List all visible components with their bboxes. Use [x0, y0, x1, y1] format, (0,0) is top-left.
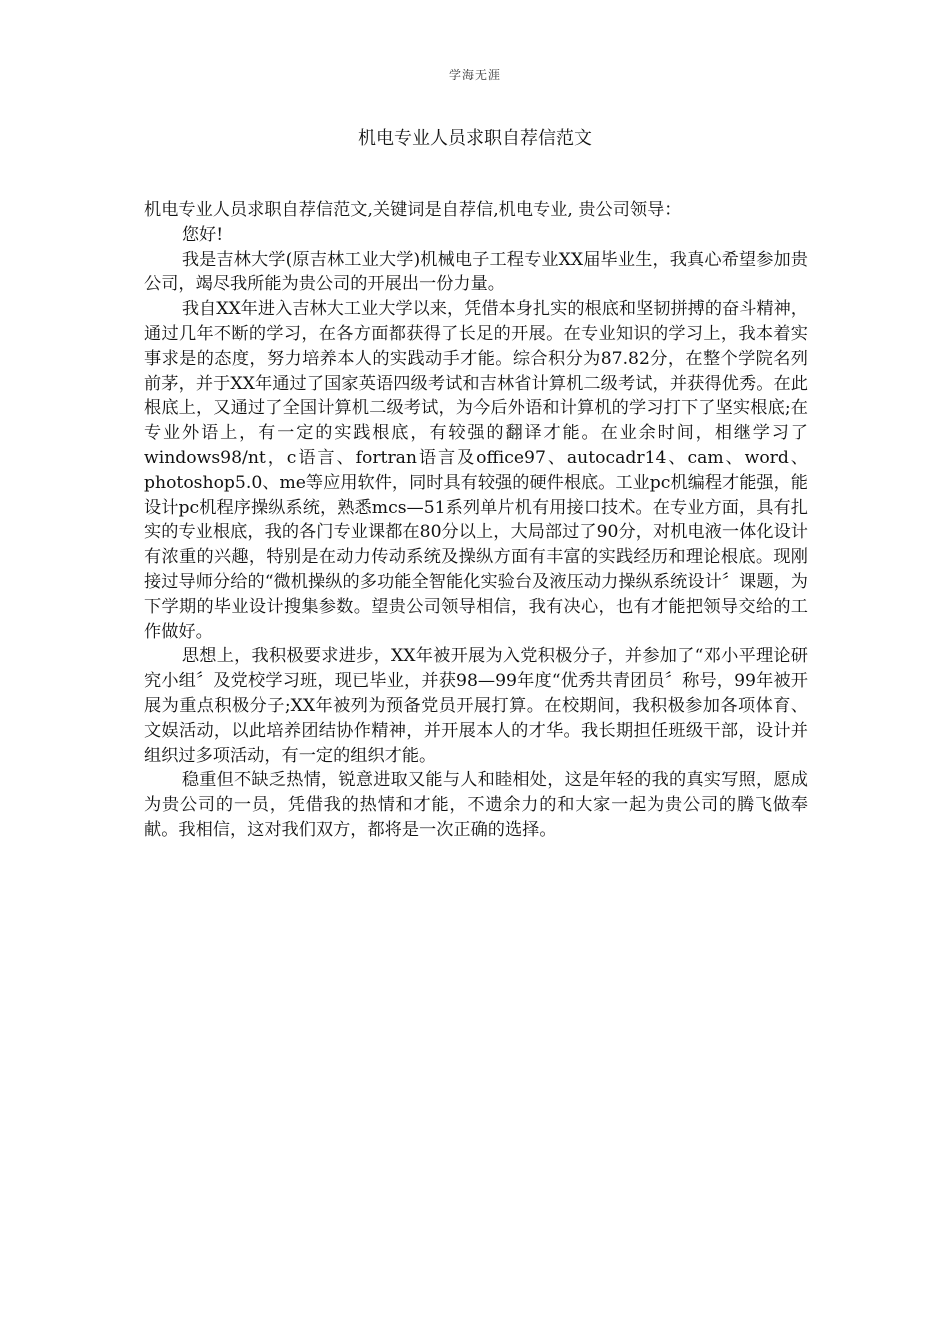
greeting: 您好!: [181, 224, 224, 245]
document-title: 机电专业人员求职自荐信范文: [358, 128, 592, 149]
page-header: 学海无涯: [448, 68, 501, 82]
document-body: [144, 198, 808, 843]
paragraph-introduction: 我是吉林大学(原吉林工业大学)机械电子工程专业XX届毕业生，我真心希望参加贵公司，竭尽我所能为贵公司的开展出一份力量。: [144, 249, 808, 295]
paragraph-ideology: 思想上，我积极要求进步，XX年被开展为入党积极分子，并参加了“邓小平理论研究小组〞及党校学习班，现已毕业，并获98—99年度“优秀共青团员〞称号，99年被开展为重点积极分子;XX年被列为预备党员开展打算。在校期间，我积极参加各项体育、文娱活动，以此培养团结协作精神，并开展本人的才华。我长期担任班级干部，设计并组织过多项活动，有一定的组织才能。: [144, 646, 808, 766]
intro-line: 机电专业人员求职自荐信范文,关键词是自荐信,机电专业, 贵公司领导：: [144, 200, 682, 220]
paragraph-academics: 我自XX年进入吉林大工业大学以来，凭借本身扎实的根底和坚韧拼搏的奋斗精神，通过几年不断的学习，在各方面都获得了长足的开展。在专业知识的学习上，我本着实事求是的态度，努力培养本人的实践动手才能。综合积分为87.82分，在整个学院名列前茅，并于XX年通过了国家英语四级考试和吉林省计算机二级考试，并获得优秀。在此根底上，又通过了全国计算机二级考试，为今后外语和计算机的学习打下了坚实根底;在专业外语上，有一定的实践根底，有较强的翻译才能。在业余时间，相继学习了windows98/nt，c语言、fortran语言及office97、autocadr14、cam、word、photoshop5.0、me等应用软件，同时具有较强的硬件根底。工业pc机编程才能强，能设计pc机程序操纵系统，熟悉mcs—51系列单片机有用接口技术。在专业方面，具有扎实的专业根底，我的各门专业课都在80分以上，大局部过了90分，对机电液一体化设计有浓重的兴趣，特别是在动力传动系统及操纵方面有丰富的实践经历和理论根底。现刚接过导师分给的“微机操纵的多功能全智能化实验台及液压动力操纵系统设计〞课题，为下学期的毕业设计搜集参数。望贵公司领导相信，我有决心，也有才能把领导交给的工作做好。: [144, 299, 808, 642]
paragraph-closing: 稳重但不缺乏热情，锐意进取又能与人和睦相处，这是年轻的我的真实写照，愿成为贵公司的一员，凭借我的热情和才能，不遗余力的和大家一起为贵公司的腾飞做奉献。我相信，这对我们双方，都将是一次正确的选择。: [144, 770, 808, 840]
